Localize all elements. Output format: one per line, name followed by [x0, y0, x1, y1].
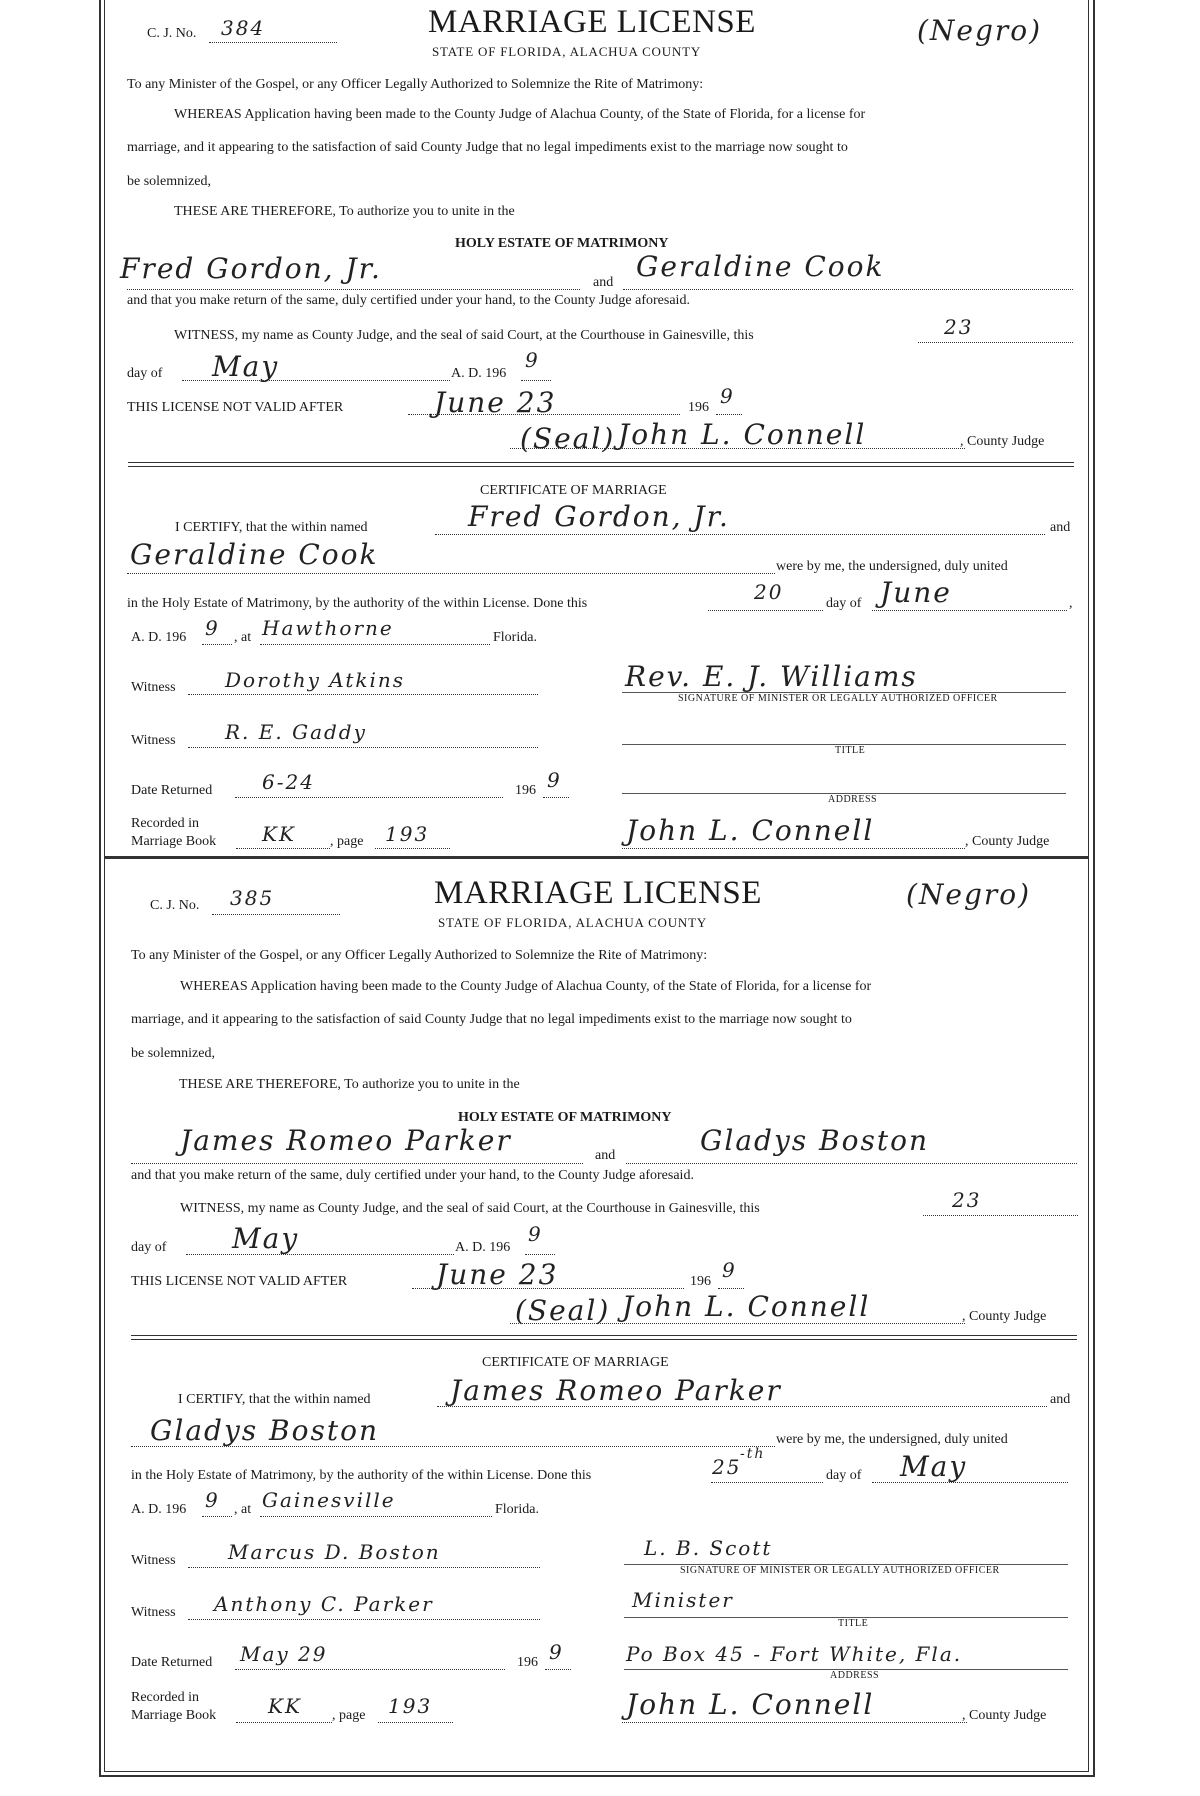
- valid-year: 9: [720, 384, 735, 408]
- officer-signature-caption: SIGNATURE OF MINISTER OR LEGALLY AUTHORIZED OFFICER: [678, 693, 998, 704]
- cert-ad-label: A. D. 196: [131, 1502, 187, 1517]
- cert-day: 25: [712, 1455, 742, 1479]
- witness-2-label: Witness: [131, 733, 176, 748]
- section-divider: [104, 856, 1089, 859]
- license-cert-divider-1b: [128, 466, 1074, 467]
- cert-florida-label: Florida.: [493, 630, 537, 645]
- whereas-line-2: marriage, and it appearing to the satisfaction of said County Judge that no legal impediments exist to the marriage now sought to: [131, 1012, 852, 1027]
- cert-and-label: and: [1050, 520, 1071, 535]
- certify-line: I CERTIFY, that the within named: [178, 1392, 371, 1407]
- were-united-label: were by me, the undersigned, duly united: [776, 559, 1008, 574]
- cert-year: 9: [205, 616, 220, 640]
- cert-month: June: [880, 576, 952, 609]
- recorded-in-label: Recorded in: [131, 816, 200, 831]
- cert-day: 20: [754, 580, 784, 604]
- whereas-line-2: marriage, and it appearing to the satisfaction of said County Judge that no legal impediments exist to the marriage now sought to: [127, 140, 848, 155]
- witness-2-name: R. E. Gaddy: [225, 720, 367, 744]
- return-line: and that you make return of the same, duly certified under your hand, to the County Judge aforesaid.: [131, 1168, 694, 1183]
- date-returned-label: Date Returned: [131, 1655, 213, 1670]
- page-value: 193: [388, 1694, 433, 1718]
- certify-line: I CERTIFY, that the within named: [175, 520, 368, 535]
- cert-place: Gainesville: [262, 1488, 396, 1512]
- cj-label: C. J. No.: [147, 26, 197, 41]
- cert-at-label: , at: [234, 630, 252, 645]
- judge-signature: John L. Connell: [622, 1290, 871, 1323]
- license-title: MARRIAGE LICENSE: [428, 4, 756, 40]
- license-month: May: [232, 1222, 300, 1255]
- whereas-line-3: be solemnized,: [131, 1046, 215, 1061]
- cert-county-judge-label: , County Judge: [965, 834, 1050, 849]
- judge-signature: John L. Connell: [618, 418, 867, 451]
- seal-mark: (Seal): [515, 1294, 611, 1327]
- marriage-book-label: Marriage Book: [131, 1708, 217, 1723]
- bride-name: Gladys Boston: [700, 1124, 929, 1157]
- returned-year-prefix: 196: [515, 783, 536, 798]
- address-line: To any Minister of the Gospel, or any Officer Legally Authorized to Solemnize the Rite of Matrimony:: [131, 948, 708, 963]
- witness-1-label: Witness: [131, 680, 176, 695]
- whereas-line-1: WHEREAS Application having been made to the County Judge of Alachua County, of the State of Florida, for a license for: [180, 979, 872, 994]
- day-of-label: day of: [131, 1240, 167, 1255]
- groom-name: Fred Gordon, Jr.: [120, 252, 382, 285]
- officer-signature: L. B. Scott: [644, 1536, 773, 1560]
- witness-1-name: Marcus D. Boston: [228, 1540, 441, 1564]
- cert-and-label: and: [1050, 1392, 1071, 1407]
- witness-2-name: Anthony C. Parker: [214, 1592, 434, 1616]
- therefore-line: THESE ARE THEREFORE, To authorize you to unite in the: [179, 1077, 520, 1092]
- cert-florida-label: Florida.: [495, 1502, 539, 1517]
- certificate-title: CERTIFICATE OF MARRIAGE: [480, 483, 667, 498]
- holy-estate-heading: HOLY ESTATE OF MATRIMONY: [455, 236, 669, 251]
- certificate-title: CERTIFICATE OF MARRIAGE: [482, 1355, 669, 1370]
- date-returned-value: May 29: [240, 1642, 328, 1666]
- date-returned-value: 6-24: [262, 770, 315, 794]
- officer-address-caption: ADDRESS: [828, 794, 878, 805]
- page-label: , page: [330, 834, 364, 849]
- license-subtitle: STATE OF FLORIDA, ALACHUA COUNTY: [432, 44, 702, 59]
- license-month: May: [212, 350, 280, 383]
- witness-day: 23: [944, 315, 974, 339]
- license-cert-divider-2: [131, 1335, 1077, 1336]
- cert-ad-label: A. D. 196: [131, 630, 187, 645]
- cert-bride-name: Gladys Boston: [150, 1414, 379, 1447]
- frame-left-outer: [99, 0, 101, 1776]
- not-valid-label: THIS LICENSE NOT VALID AFTER: [127, 400, 344, 415]
- valid-until-date: June 23: [434, 386, 557, 419]
- cert-year: 9: [205, 1488, 220, 1512]
- witness-2-label: Witness: [131, 1605, 176, 1620]
- race-note: (Negro): [917, 14, 1043, 47]
- holy-estate-line: in the Holy Estate of Matrimony, by the authority of the within License. Done this: [127, 596, 588, 611]
- officer-title-value: Minister: [632, 1588, 734, 1612]
- frame-bottom-inner: [104, 1771, 1089, 1772]
- and-label: and: [593, 275, 614, 290]
- holy-estate-line: in the Holy Estate of Matrimony, by the authority of the within License. Done this: [131, 1468, 592, 1483]
- license-year: 9: [528, 1222, 543, 1246]
- page-label: , page: [332, 1708, 366, 1723]
- valid-year-prefix: 196: [688, 400, 709, 415]
- whereas-line-3: be solemnized,: [127, 174, 211, 189]
- returned-year: 9: [549, 1640, 564, 1664]
- bride-name: Geraldine Cook: [636, 250, 885, 283]
- day-of-label: day of: [127, 366, 163, 381]
- address-line: To any Minister of the Gospel, or any Officer Legally Authorized to Solemnize the Rite of Matrimony:: [127, 77, 704, 92]
- cert-month: May: [900, 1450, 968, 1483]
- cert-groom-name: Fred Gordon, Jr.: [468, 500, 730, 533]
- license-cert-divider-2b: [131, 1339, 1077, 1340]
- witness-line: WITNESS, my name as County Judge, and the seal of said Court, at the Courthouse in Gainesville, this: [180, 1201, 760, 1216]
- witness-day: 23: [952, 1188, 982, 1212]
- officer-title-caption: TITLE: [835, 745, 866, 756]
- not-valid-label: THIS LICENSE NOT VALID AFTER: [131, 1274, 348, 1289]
- witness-1-name: Dorothy Atkins: [225, 668, 406, 692]
- cert-day-of-label: day of: [826, 596, 862, 611]
- ad-label: A. D. 196: [455, 1240, 511, 1255]
- cert-at-label: , at: [234, 1502, 252, 1517]
- ad-label: A. D. 196: [451, 366, 507, 381]
- cj-number: 384: [221, 16, 266, 40]
- cert-day-note: -th: [740, 1446, 766, 1462]
- witness-line: WITNESS, my name as County Judge, and the seal of said Court, at the Courthouse in Gainesville, this: [174, 328, 754, 343]
- cert-judge-signature: John L. Connell: [626, 814, 875, 847]
- date-returned-label: Date Returned: [131, 783, 213, 798]
- valid-until-date: June 23: [436, 1258, 559, 1291]
- cert-day-of-label: day of: [826, 1468, 862, 1483]
- cert-county-judge-label: , County Judge: [962, 1708, 1047, 1723]
- whereas-line-1: WHEREAS Application having been made to the County Judge of Alachua County, of the State of Florida, for a license for: [174, 107, 866, 122]
- marriage-book-value: KK: [268, 1694, 302, 1718]
- license-cert-divider-1: [128, 462, 1074, 463]
- were-united-label: were by me, the undersigned, duly united: [776, 1432, 1008, 1447]
- frame-bottom-outer: [99, 1775, 1095, 1777]
- county-judge-label: , County Judge: [960, 434, 1045, 449]
- witness-1-label: Witness: [131, 1553, 176, 1568]
- officer-address-value: Po Box 45 - Fort White, Fla.: [626, 1642, 963, 1666]
- cert-groom-name: James Romeo Parker: [450, 1374, 782, 1407]
- page-value: 193: [385, 822, 430, 846]
- license-subtitle: STATE OF FLORIDA, ALACHUA COUNTY: [438, 915, 708, 930]
- returned-year: 9: [547, 768, 562, 792]
- holy-estate-heading: HOLY ESTATE OF MATRIMONY: [458, 1110, 672, 1125]
- seal-mark: (Seal): [520, 422, 616, 455]
- frame-right-outer: [1093, 0, 1095, 1776]
- license-title: MARRIAGE LICENSE: [434, 875, 762, 911]
- cert-bride-name: Geraldine Cook: [130, 538, 379, 571]
- officer-signature-caption: SIGNATURE OF MINISTER OR LEGALLY AUTHORIZED OFFICER: [680, 1565, 1000, 1576]
- therefore-line: THESE ARE THEREFORE, To authorize you to unite in the: [174, 204, 515, 219]
- cj-number: 385: [230, 886, 275, 910]
- and-label: and: [595, 1148, 616, 1163]
- groom-name: James Romeo Parker: [180, 1124, 512, 1157]
- valid-year: 9: [722, 1258, 737, 1282]
- cert-place: Hawthorne: [262, 616, 394, 640]
- license-year: 9: [525, 348, 540, 372]
- frame-right-inner: [1088, 0, 1089, 1772]
- marriage-book-label: Marriage Book: [131, 834, 217, 849]
- cert-month-comma: ,: [1069, 596, 1073, 611]
- returned-year-prefix: 196: [517, 1655, 538, 1670]
- recorded-in-label: Recorded in: [131, 1690, 200, 1705]
- race-note: (Negro): [906, 878, 1032, 911]
- valid-year-prefix: 196: [690, 1274, 711, 1289]
- frame-left-inner: [104, 0, 105, 1772]
- officer-address-caption: ADDRESS: [830, 1670, 880, 1681]
- officer-signature: Rev. E. J. Williams: [625, 660, 918, 693]
- marriage-book-value: KK: [262, 822, 296, 846]
- county-judge-label: , County Judge: [962, 1309, 1047, 1324]
- cert-judge-signature: John L. Connell: [626, 1688, 875, 1721]
- cj-label: C. J. No.: [150, 898, 200, 913]
- return-line: and that you make return of the same, duly certified under your hand, to the County Judge aforesaid.: [127, 293, 690, 308]
- officer-title-caption: TITLE: [838, 1618, 869, 1629]
